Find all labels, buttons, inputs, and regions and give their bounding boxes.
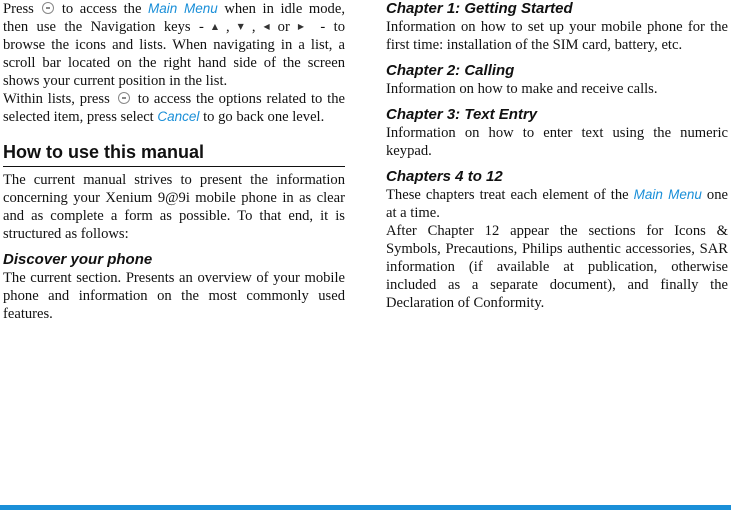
left-column	[3, 0, 345, 323]
right-column	[386, 0, 728, 312]
left-arrow-icon: ◀	[263, 22, 270, 31]
main-menu-term: Main Menu	[148, 1, 218, 16]
chapter1-heading: Chapter 1: Getting Started	[386, 0, 573, 17]
chapter2-text: Information on how to make and receive calls.	[386, 81, 658, 97]
section-text: The current manual strives to present the information concerning your Xenium 9@9i mobile phone in as clear and as complete a form as possible. To that end, it is structured as follows:	[3, 172, 345, 242]
up-arrow-icon: ▲	[211, 22, 219, 31]
chapter3-heading: Chapter 3: Text Entry	[386, 106, 538, 123]
after-chapter-text: After Chapter 12 appear the sections for Icons & Symbols, Precautions, Philips authentic accessories, SAR information (if available at publication, otherwise included as a separate document), and finally the Declaration of Conformity.	[386, 223, 728, 311]
intro-paragraph: Press to access the Main Menu when in idle mode, then use the Navigation keys - ▲ , ▼ , ◀ or ▶ - to browse the icons and lists. When navigating in a list, a scroll bar located on the right hand side of the screen shows your current position in the list.	[3, 1, 345, 89]
ok-key-icon	[118, 92, 130, 104]
ok-key-icon	[42, 2, 54, 14]
footer-rule	[0, 505, 731, 510]
chapters4-12-text: These chapters treat each element of the Main Menu one at a time.	[386, 187, 728, 221]
right-arrow-icon: ▶	[297, 22, 304, 31]
chapter3-text: Information on how to enter text using the numeric keypad.	[386, 125, 728, 159]
chapter1-text: Information on how to set up your mobile phone for the first time: installation of the SIM card, battery, etc.	[386, 19, 728, 53]
down-arrow-icon: ▼	[237, 22, 244, 31]
section-heading: How to use this manual	[3, 140, 345, 167]
discover-text: The current section. Presents an overview of your mobile phone and information on the most commonly used features.	[3, 270, 345, 322]
within-lists-paragraph: Within lists, press to access the options related to the selected item, press select Cancel to go back one level.	[3, 91, 345, 125]
cancel-term: Cancel	[157, 109, 200, 124]
discover-heading: Discover your phone	[3, 251, 153, 268]
main-menu-term: Main Menu	[633, 187, 702, 202]
chapters4-12-heading: Chapters 4 to 12	[386, 168, 503, 185]
chapter2-heading: Chapter 2: Calling	[386, 62, 515, 79]
